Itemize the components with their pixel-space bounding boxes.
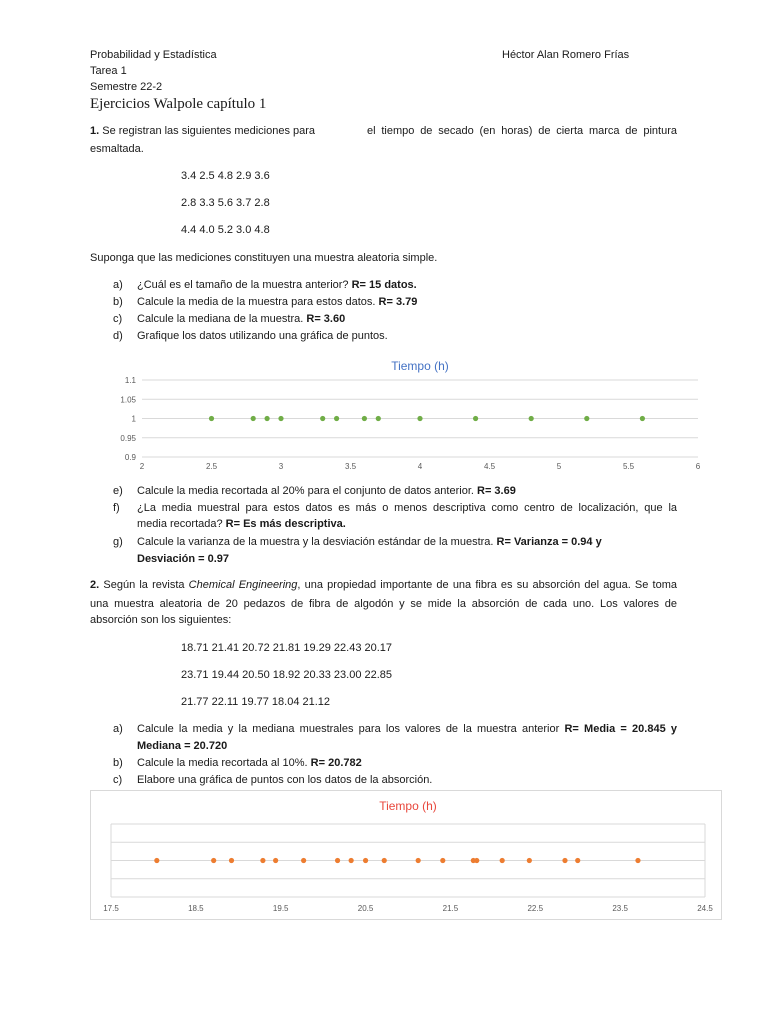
data-point xyxy=(320,416,325,421)
data-point xyxy=(278,416,283,421)
ex1-qd-label: d) xyxy=(113,330,123,342)
x-tick-label: 5 xyxy=(556,462,562,471)
ex2-l1a: Según la revista xyxy=(103,579,189,591)
ex1-qc-answer: R= 3.60 xyxy=(306,313,346,325)
data-point xyxy=(440,858,445,863)
data-point xyxy=(376,416,381,421)
ex2-question-b xyxy=(113,756,362,770)
task-name: Tarea 1 xyxy=(90,65,127,77)
ex1-question-b xyxy=(113,295,417,309)
ex2-qc-label: c) xyxy=(113,774,123,786)
ex1-qa-answer: R= 15 datos. xyxy=(351,279,417,291)
ex1-qf-text2: media recortada? xyxy=(137,518,226,530)
ex1-qc-label: c) xyxy=(113,313,123,325)
ex1-qg-answer2: Desviación = 0.97 xyxy=(137,553,230,565)
ex1-qg-text: Calcule la varianza de la muestra y la desviación estándar de la muestra. xyxy=(137,536,497,548)
x-tick-label: 3.5 xyxy=(344,462,357,471)
ex1-data-line-1: 3.4 2.5 4.8 2.9 3.6 xyxy=(181,170,270,182)
ex1-question-a xyxy=(113,278,417,292)
ex2-data-line-2: 23.71 19.44 20.50 18.92 20.33 23.00 22.85 xyxy=(181,669,393,681)
ex2-qb-label: b) xyxy=(113,757,123,769)
ex2-data-line-1: 18.71 21.41 20.72 21.81 19.29 22.43 20.17 xyxy=(181,642,393,654)
ex1-qf-line2 xyxy=(137,517,346,531)
ex2-line2: una muestra aleatoria de 20 pedazos de fibra de algodón y se mide la absorción de cada uno. Los valores de xyxy=(90,598,677,610)
data-point xyxy=(417,416,422,421)
ex1-qe-label: e) xyxy=(113,485,123,497)
data-point xyxy=(154,858,159,863)
ex2-question-c xyxy=(113,773,432,787)
data-point xyxy=(229,858,234,863)
data-point xyxy=(500,858,505,863)
y-tick-label: 0.95 xyxy=(120,433,136,443)
ex2-line3: absorción son los siguientes: xyxy=(90,614,232,626)
ex1-data-line-3: 4.4 4.0 5.2 3.0 4.8 xyxy=(181,224,270,236)
ex1-qa-text: ¿Cuál es el tamaño de la muestra anterior? xyxy=(137,279,352,291)
data-point xyxy=(529,416,534,421)
chart-svg xyxy=(90,350,732,474)
chart-title: Tiempo (h) xyxy=(391,359,449,373)
x-tick-label: 4 xyxy=(417,462,423,471)
ex2-qa-text: Calcule la media y la mediana muestrales para los valores de la muestra anterior xyxy=(137,723,565,735)
ex1-question-e xyxy=(113,484,516,498)
x-tick-label: 2 xyxy=(139,462,145,471)
x-tick-label: 22.5 xyxy=(527,904,544,913)
ex2-qc-text: Elabore una gráfica de puntos con los datos de la absorción. xyxy=(137,774,433,786)
ex1-qe-answer: R= 3.69 xyxy=(477,485,516,497)
ex1-qe-text: Calcule la media recortada al 20% para el conjunto de datos anterior. xyxy=(137,485,477,497)
data-point xyxy=(382,858,387,863)
ex2-qb-answer: R= 20.782 xyxy=(310,757,362,769)
ex1-question-d xyxy=(113,329,388,343)
data-point xyxy=(474,858,479,863)
ex1-qa-label: a) xyxy=(113,279,123,291)
data-point xyxy=(640,416,645,421)
ex2-qa-answer1: R= Media = 20.845 y xyxy=(564,723,678,735)
ex2-qa-line1 xyxy=(137,722,677,736)
ex1-qb-answer: R= 3.79 xyxy=(378,296,418,308)
ex2-qa-label: a) xyxy=(113,723,123,735)
data-point xyxy=(416,858,421,863)
data-point xyxy=(635,858,640,863)
ex2-data-line-3: 21.77 22.11 19.77 18.04 21.12 xyxy=(181,696,331,708)
ex1-qb-text: Calcule la media de la muestra para estos datos. xyxy=(137,296,379,308)
ex1-intro-c: esmaltada. xyxy=(90,143,144,155)
data-point xyxy=(363,858,368,863)
y-tick-label: 1.05 xyxy=(120,395,136,405)
ex2-line1 xyxy=(90,578,677,592)
y-tick-label: 1 xyxy=(131,414,136,424)
semester: Semestre 22-2 xyxy=(90,81,163,93)
chart-svg xyxy=(91,791,721,919)
ex1-number: 1. xyxy=(90,125,100,137)
author-name: Héctor Alan Romero Frías xyxy=(502,49,630,61)
ex1-qc-text: Calcule la mediana de la muestra. xyxy=(137,313,307,325)
ex1-qf-label: f) xyxy=(113,502,120,514)
x-tick-label: 3 xyxy=(278,462,284,471)
x-tick-label: 17.5 xyxy=(103,904,119,913)
ex2-qa-answer2: Mediana = 20.720 xyxy=(137,740,228,752)
data-point xyxy=(273,858,278,863)
ex1-qf-text1: ¿La media muestral para estos datos es más o menos descriptiva como centro de localización, que la xyxy=(137,502,677,514)
dot-plot-1 xyxy=(90,350,732,474)
data-point xyxy=(349,858,354,863)
x-tick-label: 23.5 xyxy=(612,904,628,913)
data-point xyxy=(362,416,367,421)
y-tick-label: 1.1 xyxy=(124,376,136,385)
ex1-intro-line1 xyxy=(90,124,315,138)
ex1-intro-b: el tiempo de secado (en horas) de cierta marca de pintura xyxy=(367,125,677,137)
ex1-qg-label: g) xyxy=(113,536,123,548)
ex1-question-g xyxy=(113,535,602,549)
data-point xyxy=(251,416,256,421)
x-tick-label: 24.5 xyxy=(697,904,713,913)
ex1-question-f xyxy=(113,501,137,515)
data-point xyxy=(473,416,478,421)
data-point xyxy=(260,858,265,863)
ex1-qd-text: Grafique los datos utilizando una gráfica de puntos. xyxy=(137,330,388,342)
ex2-journal: Chemical Engineering xyxy=(188,579,298,591)
data-point xyxy=(527,858,532,863)
y-tick-label: 0.9 xyxy=(124,453,136,462)
ex2-qb-text: Calcule la media recortada al 10%. xyxy=(137,757,311,769)
x-tick-label: 2.5 xyxy=(205,462,218,471)
data-point xyxy=(584,416,589,421)
x-tick-label: 4.5 xyxy=(483,462,496,471)
x-tick-label: 19.5 xyxy=(272,904,289,913)
chart-title: Tiempo (h) xyxy=(379,799,437,813)
data-point xyxy=(335,858,340,863)
ex2-l1c: , una propiedad importante de una fibra es su absorción del agua. Se toma xyxy=(297,579,678,591)
data-point xyxy=(211,858,216,863)
ex1-qb-label: b) xyxy=(113,296,123,308)
data-point xyxy=(301,858,306,863)
dot-plot-2 xyxy=(90,790,722,920)
x-tick-label: 21.5 xyxy=(442,904,459,913)
ex1-question-c xyxy=(113,312,345,326)
page-title: Ejercicios Walpole capítulo 1 xyxy=(90,96,267,112)
x-tick-label: 5.5 xyxy=(622,462,635,471)
ex2-question-a xyxy=(113,722,137,736)
data-point xyxy=(265,416,270,421)
ex1-intro-a: Se registran las siguientes mediciones para xyxy=(102,125,316,137)
course-name: Probabilidad y Estadística xyxy=(90,49,217,61)
x-tick-label: 20.5 xyxy=(357,904,374,913)
data-point xyxy=(562,858,567,863)
ex1-qg-answer1: R= Varianza = 0.94 y xyxy=(496,536,602,548)
ex2-number: 2. xyxy=(90,579,100,591)
ex1-assumption: Suponga que las mediciones constituyen una muestra aleatoria simple. xyxy=(90,252,438,264)
x-tick-label: 6 xyxy=(695,462,701,471)
data-point xyxy=(575,858,580,863)
ex1-data-line-2: 2.8 3.3 5.6 3.7 2.8 xyxy=(181,197,270,209)
ex1-qf-answer: R= Es más descriptiva. xyxy=(225,518,346,530)
x-tick-label: 18.5 xyxy=(188,904,204,913)
data-point xyxy=(334,416,339,421)
data-point xyxy=(209,416,214,421)
